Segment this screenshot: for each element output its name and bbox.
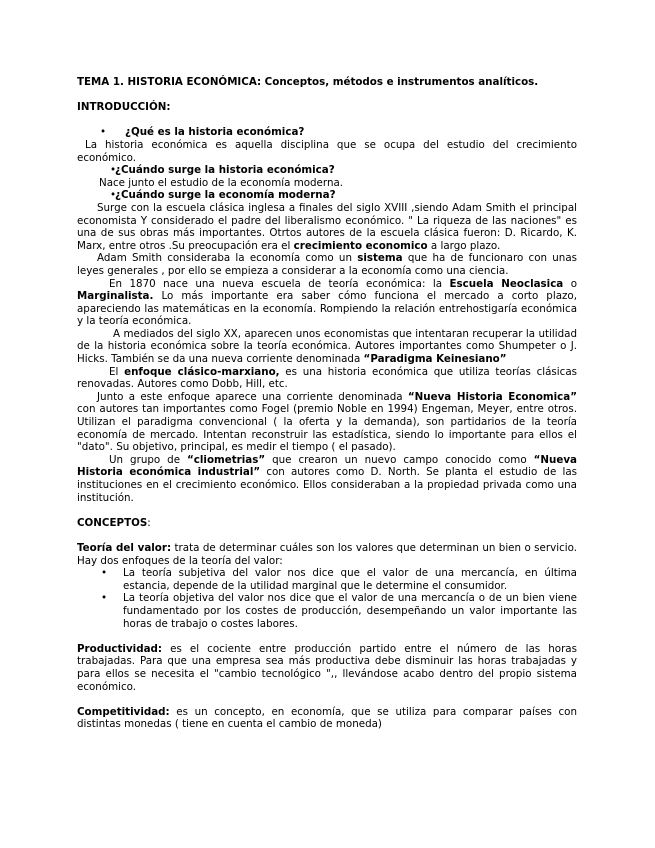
document-title: TEMA 1. HISTORIA ECONÓMICA: Conceptos, métodos e instrumentos analíticos. [77,76,539,88]
question-when-modern: • ¿Cuándo surge la economía moderna? [110,189,336,202]
document-content [77,76,577,731]
paragraph-cliometrics: Un grupo de “cliometrias” que crearon un nuevo campo conocido como “Nueva Historia económica industrial” con autores como D. North. Se planta el estudio de las instituciones en el crecimiento económico. Ellos consideraban a la propiedad privada como una institución. [77,453,577,504]
answer-what-is: La historia económica es aquella disciplina que se ocupa del estudio del crecimiento económico. [77,138,577,164]
intro-heading: INTRODUCCIÓN: [77,101,171,114]
competitiveness-definition: Competitividad: es un concepto, en economía, que se utiliza para comparar países con distintas monedas ( tiene en cuenta el cambio de moneda) [77,705,577,731]
paragraph-adam-smith: Adam Smith consideraba la economía como un sistema que ha de funcionaro con unas leyes generales , por ello se empieza a considerar a la economía como una ciencia. [77,252,577,277]
productivity-definition: Productividad: es el cociente entre producción partido entre el número de las horas trabajadas. Para que una empresa sea más productiva debe disminuir las horas trabajadas y para ellos se necesita el "cambio tecnológico ",, llevándose acabo dentro del propio sistema económico. [77,642,577,693]
value-theory-subjective: • La teoría subjetiva del valor nos dice que el valor de una mercancía, en última estancia, depende de la utilidad marginal que le determine el consumidor. [101,567,577,592]
paragraph-marxian: El enfoque clásico-marxiano, es una historia económica que utiliza teorías clásicas renovadas. Autores como Dobb, Hill, etc. [77,365,577,391]
value-theory-definition: Teoría del valor: trata de determinar cuáles son los valores que determinan un bien o servicio. Hay dos enfoques de la teoría del valor: [77,541,577,567]
paragraph-neoclassical: En 1870 nace una nueva escuela de teoría económica: la Escuela Neoclasica o Marginalista. Lo más importante era saber cómo funciona el mercado a corto plazo, apareciendo las matemáticas en la economía. Rompiendo la relación entrehostigaría económica y la teoría económica. [77,277,577,328]
bullet-icon: • [101,592,108,605]
value-theory-objective: • La teoría objetiva del valor nos dice que el valor de una mercancía o de un bien viene fundamentado por los costes de producción, desempeñando un valor importante las horas de trabajo o costes labores. [101,592,577,630]
question-what-is: • ¿Qué es la historia económica? [100,126,305,139]
concepts-heading: CONCEPTOS: [77,516,151,529]
bullet-icon: • [101,567,108,580]
question-when-history: • ¿Cuándo surge la historia económica? [110,164,335,177]
bullet-icon: • [110,189,117,202]
answer-when-history: Nace junto el estudio de la economía moderna. [99,176,344,189]
paragraph-new-economic-history: Junto a este enfoque aparece una corriente denominada “Nueva Historia Economica” con autores tan importantes como Fogel (premio Noble en 1994) Engeman, Meyer, entre otros. Utilizan el paradigma convencional ( la oferta y la demanda), son partidarios de la teoría economía de mercado. Intentan reconstruir las estadística, siendo lo importante para ellos el "dato". Su objetivo, principal, es medir el tiempo ( el pasado). [77,390,577,454]
bullet-icon: • [110,164,117,177]
bullet-icon: • [100,126,107,139]
paragraph-keynesian: A mediados del siglo XX, aparecen unos economistas que intentaran recuperar la utilidad de la historia económica sobre la teoría económica. Autores importantes como Shumpeter o J. Hicks. También se da una nueva corriente denominada “Paradigma Keinesiano” [77,327,577,366]
paragraph-classical-school: Surge con la escuela clásica inglesa a finales del siglo XVIII ,siendo Adam Smith el principal economista Y considerado el padre del liberalismo económico. " La riqueza de las naciones" es una de sus obras más importantes. Otrtos autores de la escuela clásica fueron: D. Ricardo, K. Marx, entre otros .Su preocupación era el crecimiento economico a largo plazo. [77,201,577,252]
